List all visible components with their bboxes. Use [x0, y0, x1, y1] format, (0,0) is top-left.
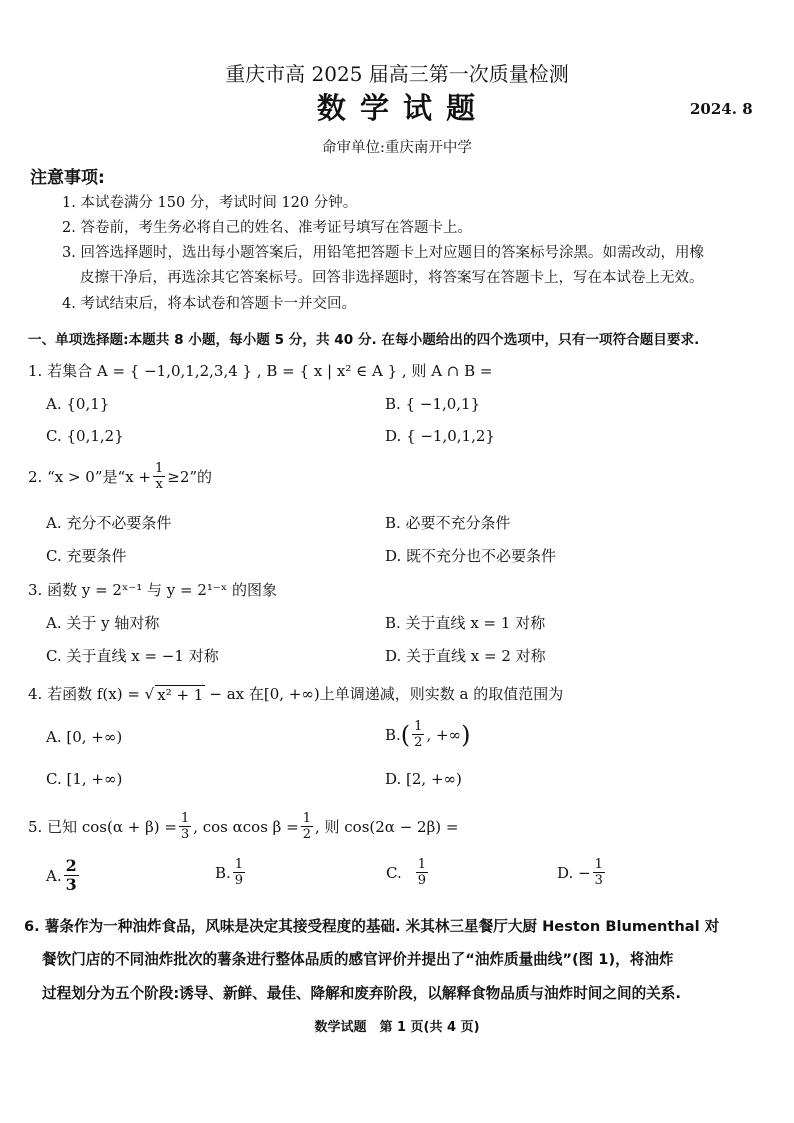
- q5-fraction: [179, 812, 191, 841]
- fraction-numerator: 2: [65, 856, 77, 875]
- q4-option-b-tail: , +∞: [426, 725, 462, 744]
- question-4-stem: [28, 683, 563, 704]
- question-6-line: 6. 薯条作为一种油炸食品，风味是决定其接受程度的基础. 米其林三星餐厅大厨 Heston Blumenthal 对: [24, 918, 720, 935]
- option-fraction: [233, 858, 245, 887]
- q4-option-b-label: B.: [385, 725, 401, 744]
- option-label: C.: [386, 863, 402, 882]
- q1-option-b: B. { −1,0,1}: [385, 395, 481, 413]
- q5-stem-part: 5. 已知 cos(α + β) =: [28, 818, 177, 836]
- fraction-denominator: x: [155, 477, 163, 492]
- q5-stem-part: , cos αcos β =: [193, 817, 299, 836]
- fraction-numerator: 1: [594, 857, 603, 872]
- q2-stem-part: ≥2”的: [167, 468, 213, 486]
- notice-heading: 注意事项:: [30, 168, 105, 188]
- option-label: B.: [215, 863, 231, 882]
- fraction-denominator: 3: [594, 873, 603, 888]
- q2-option-a: A. 充分不必要条件: [46, 514, 172, 532]
- fraction-numerator: 1: [180, 811, 190, 826]
- fraction-denominator: 3: [65, 875, 77, 894]
- exam-date: 2024. 8: [690, 100, 753, 118]
- q1-option-c: C. {0,1,2}: [46, 427, 124, 445]
- question-5-stem: [28, 812, 458, 841]
- q2-option-b: B. 必要不充分条件: [385, 514, 511, 532]
- q4-option-b: [385, 720, 470, 749]
- fraction-denominator: 3: [180, 827, 190, 842]
- page-footer: 数学试题 第 1 页(共 4 页): [314, 1020, 480, 1035]
- option-label: A.: [46, 866, 62, 885]
- q3-option-a: A. 关于 y 轴对称: [46, 614, 160, 632]
- fraction-numerator: 1: [234, 857, 244, 872]
- fraction-numerator: 1: [155, 461, 164, 476]
- q2-stem-part: 2. “x > 0”是“x +: [28, 468, 151, 486]
- q3-option-b: B. 关于直线 x = 1 对称: [385, 614, 546, 632]
- question-2-stem: [28, 462, 212, 491]
- q4-option-d: D. [2, +∞): [385, 770, 462, 788]
- q3-option-c: C. 关于直线 x = −1 对称: [46, 647, 219, 665]
- q4-stem-part: 4. 若函数 f(x) = √: [28, 685, 155, 703]
- section-heading: 一、单项选择题:本题共 8 小题，每小题 5 分，共 40 分. 在每小题给出的四个选项中，只有一项符合题目要求.: [28, 332, 700, 348]
- q4-stem-part: − ax 在[0, +∞)上单调递减，则实数 a 的取值范围为: [209, 685, 564, 703]
- option-fraction: [416, 858, 428, 887]
- fraction-numerator: 1: [414, 719, 423, 734]
- q1-option-d: D. { −1,0,1,2}: [385, 427, 495, 445]
- setter-unit: 命审单位:重庆南开中学: [322, 140, 472, 156]
- q4-option-b-fraction: [412, 720, 424, 749]
- q4-option-a: A. [0, +∞): [46, 728, 123, 746]
- bracket-left-icon: (: [400, 720, 411, 749]
- exam-series-title: 重庆市高 2025 届高三第一次质量检测: [225, 62, 569, 86]
- option-fraction: [593, 858, 605, 887]
- q5-stem-part: , 则 cos(2α − 2β) =: [314, 818, 459, 836]
- q2-option-c: C. 充要条件: [46, 547, 127, 565]
- option-label: D. −: [557, 863, 591, 882]
- question-1-stem: 1. 若集合 A = { −1,0,1,2,3,4 } , B = { x | x² ∈ A } , 则 A ∩ B =: [28, 362, 493, 380]
- fraction-denominator: 9: [234, 873, 244, 888]
- question-6-line: 过程划分为五个阶段:诱导、新鲜、最佳、降解和废弃阶段，以解释食物品质与油炸时间之间的关系.: [42, 985, 681, 1002]
- fraction-numerator: 1: [417, 857, 426, 872]
- fraction-denominator: 2: [414, 735, 423, 750]
- notice-item: 2. 答卷前，考生务必将自己的姓名、准考证号填写在答题卡上。: [62, 220, 472, 236]
- q5-fraction: [301, 812, 313, 841]
- fraction-denominator: 9: [417, 873, 426, 888]
- question-6-line: 餐饮门店的不同油炸批次的薯条进行整体品质的感官评价并提出了“油炸质量曲线”(图 1)，将油炸: [42, 951, 674, 968]
- notice-item: 4. 考试结束后，将本试卷和答题卡一并交回。: [62, 296, 356, 312]
- q2-fraction: [153, 462, 165, 491]
- notice-item: 3. 回答选择题时，选出每小题答案后，用铅笔把答题卡上对应题目的答案标号涂黑。如需改动，用橡: [62, 245, 704, 261]
- q5-option-c: [386, 858, 430, 887]
- q2-option-d: D. 既不充分也不必要条件: [385, 547, 557, 565]
- fraction-numerator: 1: [302, 811, 311, 826]
- notice-item: 皮擦干净后，再选涂其它答案标号。回答非选择题时，将答案写在答题卡上，写在本试卷上无效。: [80, 270, 704, 286]
- q1-option-a: A. {0,1}: [46, 395, 110, 413]
- q4-option-c: C. [1, +∞): [46, 770, 123, 788]
- q4-radicand: x² + 1: [157, 686, 204, 704]
- question-3-stem: 3. 函数 y = 2ˣ⁻¹ 与 y = 2¹⁻ˣ 的图象: [28, 581, 277, 599]
- q5-option-b: [215, 858, 247, 887]
- option-fraction: [64, 858, 79, 893]
- fraction-denominator: 2: [302, 827, 311, 842]
- q5-option-d: [557, 858, 607, 887]
- page-title: 数 学 试 题: [316, 91, 478, 125]
- q3-option-d: D. 关于直线 x = 2 对称: [385, 647, 546, 665]
- bracket-right-icon: ): [461, 720, 471, 749]
- q5-option-a: [46, 858, 81, 893]
- notice-item: 1. 本试卷满分 150 分，考试时间 120 分钟。: [62, 195, 358, 211]
